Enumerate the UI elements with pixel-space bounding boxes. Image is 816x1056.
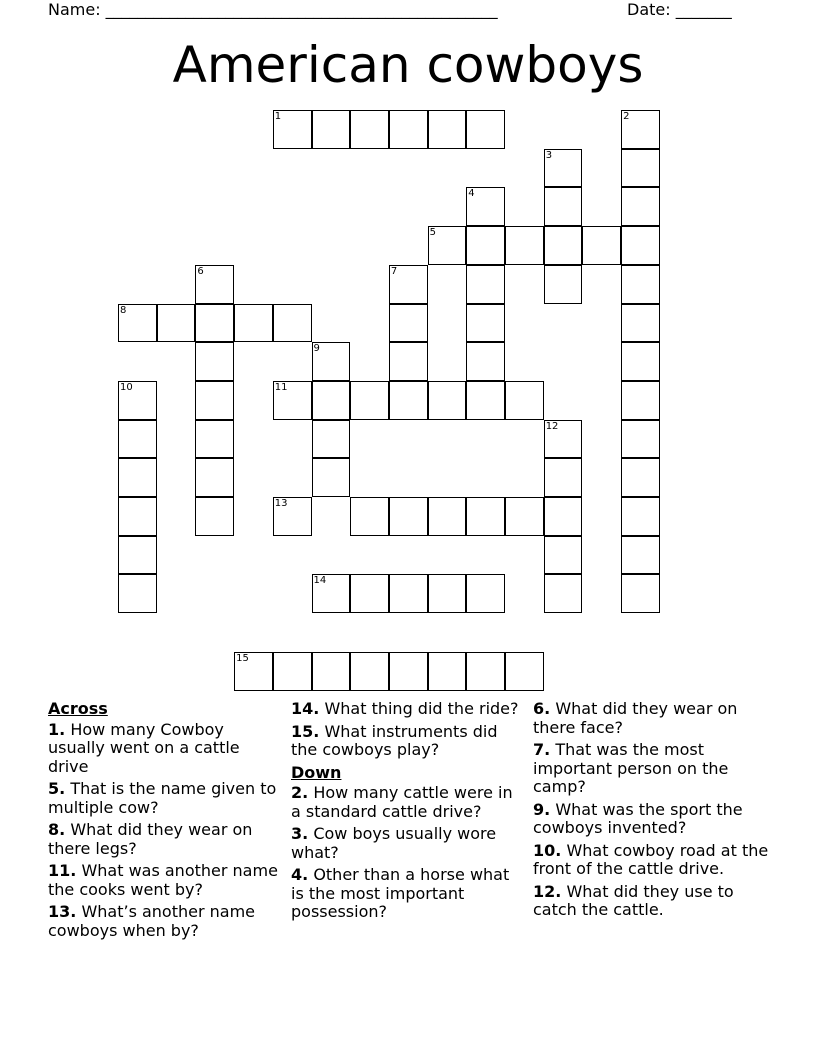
grid-cell[interactable] <box>195 458 234 497</box>
clue-number: 12 <box>545 420 559 432</box>
grid-cell[interactable] <box>621 187 660 226</box>
grid-cell[interactable] <box>312 574 351 613</box>
grid-cell[interactable] <box>582 226 621 265</box>
grid-cell[interactable] <box>505 381 544 420</box>
grid-cell[interactable] <box>273 381 312 420</box>
clue-number: 9 <box>313 343 320 355</box>
grid-cell[interactable] <box>273 304 312 343</box>
grid-cell[interactable] <box>312 110 351 149</box>
grid-cell[interactable] <box>195 381 234 420</box>
grid-cell[interactable] <box>312 652 351 691</box>
clues-column-3 <box>533 700 769 924</box>
clue-number: 10 <box>120 381 133 393</box>
across-clue-8: 8. What did they wear on there legs? <box>48 820 253 858</box>
grid-cell[interactable] <box>234 304 273 343</box>
grid-cell[interactable] <box>234 652 273 691</box>
grid-cell[interactable] <box>389 381 428 420</box>
grid-cell[interactable] <box>118 574 157 613</box>
clues-column-1 <box>48 700 278 944</box>
grid-cell[interactable] <box>621 149 660 188</box>
grid-cell[interactable] <box>621 304 660 343</box>
across-clue-15: 15. What instruments did the cowboys play? <box>291 721 498 759</box>
date-line: Date: _______ <box>627 0 732 19</box>
grid-cell[interactable] <box>505 652 544 691</box>
clue-number: 13 <box>274 498 288 509</box>
grid-cell[interactable] <box>350 574 389 613</box>
grid-cell[interactable] <box>389 304 428 343</box>
across-clue-11: 11. What was another name the cooks went by? <box>48 861 278 899</box>
clue-number: 14 <box>313 575 327 587</box>
grid-cell[interactable] <box>621 381 660 420</box>
down-clue-9: 9. What was the sport the cowboys invented? <box>533 799 743 837</box>
across-clue-5: 5. That is the name given to multiple cow? <box>48 779 277 817</box>
grid-cell[interactable] <box>312 420 351 459</box>
grid-cell[interactable] <box>621 265 660 304</box>
grid-cell[interactable] <box>195 420 234 459</box>
grid-cell[interactable] <box>544 420 583 459</box>
grid-cell[interactable] <box>428 110 467 149</box>
grid-cell[interactable] <box>544 497 583 536</box>
clue-number: 6 <box>197 265 204 277</box>
grid-cell[interactable] <box>389 265 428 304</box>
grid-cell[interactable] <box>621 226 660 265</box>
grid-cell[interactable] <box>195 304 234 343</box>
grid-cell[interactable] <box>544 458 583 497</box>
clue-number: 1 <box>274 111 282 122</box>
grid-cell[interactable] <box>544 536 583 575</box>
clues-column-2 <box>291 700 527 926</box>
down-clue-3: 3. Cow boys usually wore what? <box>291 824 497 862</box>
grid-cell[interactable] <box>389 574 428 613</box>
page-title: American cowboys <box>172 36 644 94</box>
grid-cell[interactable] <box>350 652 389 691</box>
across-heading: Across <box>48 699 108 718</box>
grid-cell[interactable] <box>505 497 544 536</box>
grid-cell[interactable] <box>118 381 157 420</box>
down-clue-6: 6. What did they wear on there face? <box>533 699 738 737</box>
down-clue-10: 10. What cowboy road at the front of the cattle drive. <box>533 840 769 878</box>
grid-cell[interactable] <box>118 420 157 459</box>
clue-number: 15 <box>236 652 249 664</box>
grid-cell[interactable] <box>350 110 389 149</box>
grid-cell[interactable] <box>195 497 234 536</box>
grid-cell[interactable] <box>428 497 467 536</box>
clue-number: 3 <box>545 149 553 161</box>
grid-cell[interactable] <box>118 458 157 497</box>
grid-cell[interactable] <box>428 652 467 691</box>
grid-cell[interactable] <box>273 110 312 149</box>
grid-cell[interactable] <box>428 381 467 420</box>
grid-cell[interactable] <box>389 110 428 149</box>
grid-cell[interactable] <box>350 497 389 536</box>
grid-cell[interactable] <box>466 652 505 691</box>
grid-cell[interactable] <box>544 187 583 226</box>
name-line: Name: _________________________________________________ <box>48 0 498 19</box>
down-clue-7: 7. That was the most important person on the camp? <box>533 740 729 796</box>
grid-cell[interactable] <box>428 574 467 613</box>
grid-cell[interactable] <box>621 574 660 613</box>
grid-cell[interactable] <box>621 536 660 575</box>
grid-cell[interactable] <box>312 458 351 497</box>
clue-number: 11 <box>274 381 288 393</box>
grid-cell[interactable] <box>466 304 505 343</box>
grid-cell[interactable] <box>466 381 505 420</box>
grid-cell[interactable] <box>466 226 505 265</box>
grid-cell[interactable] <box>505 226 544 265</box>
down-clue-4: 4. Other than a horse what is the most important possession? <box>291 865 510 921</box>
grid-cell[interactable] <box>621 110 660 149</box>
grid-cell[interactable] <box>389 652 428 691</box>
grid-cell[interactable] <box>195 342 234 381</box>
grid-cell[interactable] <box>544 149 583 188</box>
grid-cell[interactable] <box>350 381 389 420</box>
grid-cell[interactable] <box>273 497 312 536</box>
down-clue-12: 12. What did they use to catch the cattle. <box>533 881 734 919</box>
down-clue-2: 2. How many cattle were in a standard cattle drive? <box>291 783 513 821</box>
grid-cell[interactable] <box>466 187 505 226</box>
grid-cell[interactable] <box>621 342 660 381</box>
across-clue-1: 1. How many Cowboy usually went on a cattle drive <box>48 719 240 776</box>
grid-cell[interactable] <box>118 497 157 536</box>
grid-cell[interactable] <box>466 342 505 381</box>
clue-number: 4 <box>468 188 475 200</box>
grid-cell[interactable] <box>389 342 428 381</box>
grid-cell[interactable] <box>428 226 467 265</box>
grid-cell[interactable] <box>466 265 505 304</box>
clue-number: 2 <box>623 111 630 122</box>
across-clue-14: 14. What thing did the ride? <box>291 699 519 718</box>
grid-cell[interactable] <box>621 497 660 536</box>
clue-number: 7 <box>390 265 398 277</box>
clue-number: 8 <box>120 304 127 316</box>
grid-cell[interactable] <box>466 110 505 149</box>
grid-cell[interactable] <box>273 652 312 691</box>
across-clue-13: 13. What’s another name cowboys when by? <box>48 902 256 940</box>
grid-cell[interactable] <box>157 304 196 343</box>
grid-cell[interactable] <box>621 458 660 497</box>
grid-cell[interactable] <box>389 497 428 536</box>
grid-cell[interactable] <box>118 304 157 343</box>
grid-cell[interactable] <box>544 226 583 265</box>
clue-number: 5 <box>429 227 436 239</box>
grid-cell[interactable] <box>466 574 505 613</box>
grid-cell[interactable] <box>544 265 583 304</box>
grid-cell[interactable] <box>544 574 583 613</box>
grid-cell[interactable] <box>312 381 351 420</box>
grid-cell[interactable] <box>195 265 234 304</box>
down-heading: Down <box>291 762 342 782</box>
grid-cell[interactable] <box>621 420 660 459</box>
grid-cell[interactable] <box>312 342 351 381</box>
grid-cell[interactable] <box>466 497 505 536</box>
grid-cell[interactable] <box>118 536 157 575</box>
